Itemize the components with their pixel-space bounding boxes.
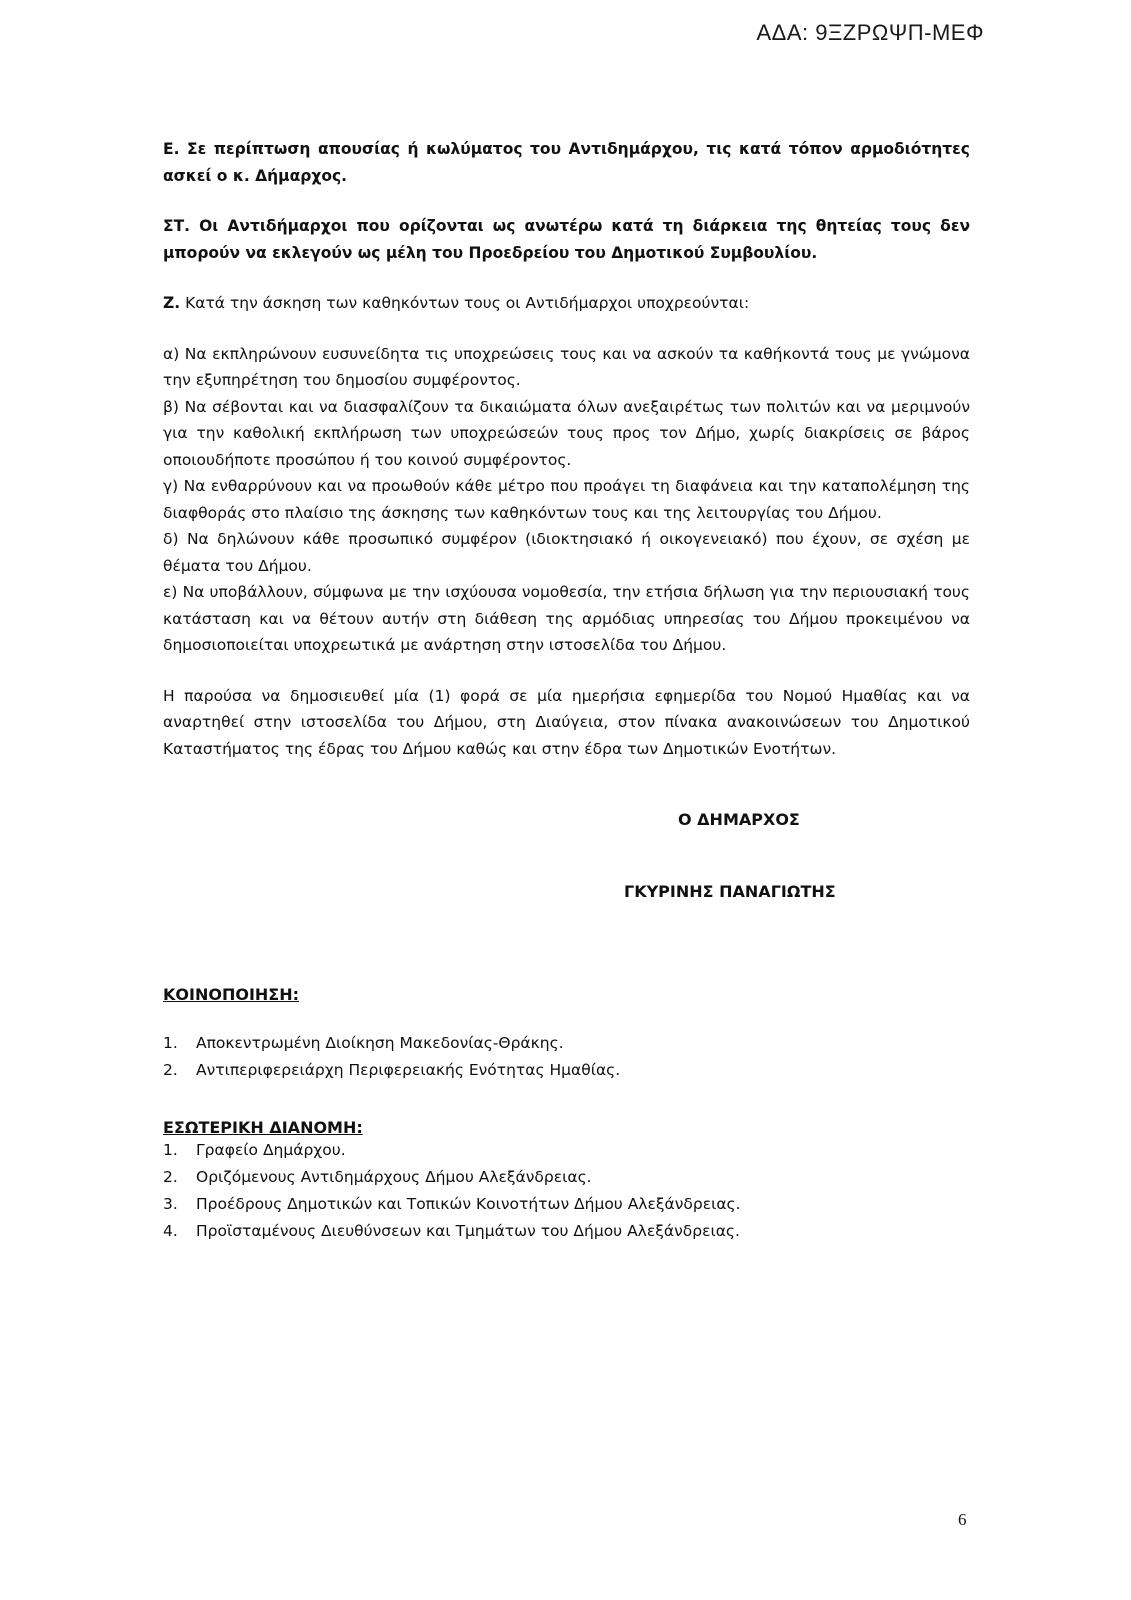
obligation-b: β) Να σέβονται και να διασφαλίζουν τα δικαιώματα όλων ανεξαιρέτως των πολιτών και να μεριμνούν για την καθολική εκπλήρωση των υποχρεώσεών τους προς τον Δήμο, χωρίς διακρίσεις σε βάρος οποιουδήποτε προσώπου ή του κοινού συμφέροντος. bbox=[163, 397, 970, 469]
internal-distribution-list bbox=[163, 1137, 970, 1245]
list-item-text: Οριζόμενους Αντιδημάρχους Δήμου Αλεξάνδρειας. bbox=[196, 1168, 592, 1186]
list-item-text: Αντιπεριφερειάρχη Περιφερειακής Ενότητας Ημαθίας. bbox=[196, 1061, 621, 1079]
internal-distribution-heading: ΕΣΩΤΕΡΙΚΗ ΔΙΑΝΟΜΗ: bbox=[163, 1118, 363, 1137]
list-item-text: Προϊσταμένους Διευθύνσεων και Τμημάτων του Δήμου Αλεξάνδρειας. bbox=[196, 1222, 740, 1240]
list-item-number: 4. bbox=[163, 1222, 178, 1240]
document-body bbox=[163, 136, 970, 1245]
list-item-text: Προέδρους Δημοτικών και Τοπικών Κοινοτήτων Δήμου Αλεξάνδρειας. bbox=[196, 1195, 741, 1213]
section-st: ΣΤ. Οι Αντιδήμαρχοι που ορίζονται ως ανωτέρω κατά τη διάρκεια της θητείας τους δεν μπορούν να εκλεγούν ως μέλη του Προεδρείου του Δημοτικού Συμβουλίου. bbox=[163, 217, 970, 262]
signature-block bbox=[163, 810, 970, 985]
list-item bbox=[163, 1191, 970, 1218]
list-item-text: Γραφείο Δημάρχου. bbox=[196, 1141, 346, 1159]
signature-name: ΓΚΥΡΙΝΗΣ ΠΑΝΑΓΙΩΤΗΣ bbox=[624, 882, 836, 901]
list-item-number: 1. bbox=[163, 1034, 178, 1052]
list-item bbox=[163, 1030, 970, 1057]
section-z bbox=[163, 290, 970, 317]
section-z-label: Ζ. bbox=[163, 294, 181, 312]
list-item bbox=[163, 1218, 970, 1245]
list-item bbox=[163, 1137, 970, 1164]
page-number: 6 bbox=[958, 1510, 967, 1529]
obligation-a: α) Να εκπληρώνουν ευσυνείδητα τις υποχρεώσεις τους και να ασκούν τα καθήκοντά τους με γνώμονα την εξυπηρέτηση του δημοσίου συμφέροντος. bbox=[163, 344, 970, 389]
list-item bbox=[163, 1164, 970, 1191]
koinopoiisi-heading: ΚΟΙΝΟΠΟΙΗΣΗ: bbox=[163, 985, 299, 1004]
obligation-d: δ) Να δηλώνουν κάθε προσωπικό συμφέρον (ιδιοκτησιακό ή οικογενειακό) που έχουν, σε σχέση με θέματα του Δήμου. bbox=[163, 530, 970, 575]
list-item-number: 2. bbox=[163, 1168, 178, 1186]
list-item-number: 2. bbox=[163, 1061, 178, 1079]
koinopoiisi-section bbox=[163, 985, 970, 1084]
publication-paragraph: Η παρούσα να δημοσιευθεί μία (1) φορά σε μία ημερήσια εφημερίδα του Νομού Ημαθίας και να αναρτηθεί στην ιστοσελίδα του Δήμου, στη Διαύγεια, στον πίνακα ανακοινώσεων του Δημοτικού Καταστήματος της έδρας του Δήμου καθώς και στην έδρα των Δημοτικών Ενοτήτων. bbox=[163, 686, 970, 758]
list-item-number: 3. bbox=[163, 1195, 178, 1213]
section-z-text: Κατά την άσκηση των καθηκόντων τους οι Αντιδήμαρχοι υποχρεούνται: bbox=[180, 294, 750, 312]
signature-title: Ο ΔΗΜΑΡΧΟΣ bbox=[678, 810, 800, 829]
internal-distribution-section bbox=[163, 1118, 970, 1245]
obligation-c: γ) Να ενθαρρύνουν και να προωθούν κάθε μέτρο που προάγει τη διαφάνεια και την καταπολέμηση της διαφθοράς στο πλαίσιο της άσκησης των καθηκόντων τους και της λειτουργίας του Δήμου. bbox=[163, 477, 970, 522]
list-item bbox=[163, 1057, 970, 1084]
obligation-e: ε) Να υποβάλλουν, σύμφωνα με την ισχύουσα νομοθεσία, την ετήσια δήλωση για την περιουσιακή τους κατάσταση και να θέτουν αυτήν στη διάθεση της αρμόδιας υπηρεσίας του Δήμου προκειμένου να δημοσιοποιείται υποχρεωτικά με ανάρτηση στην ιστοσελίδα του Δήμου. bbox=[163, 583, 970, 654]
ada-code: ΑΔΑ: 9ΞΖΡΩΨΠ-ΜΕΦ bbox=[756, 20, 984, 45]
section-e: Ε. Σε περίπτωση απουσίας ή κωλύματος του Αντιδημάρχου, τις κατά τόπον αρμοδιότητες ασκεί ο κ. Δήμαρχος. bbox=[163, 140, 970, 185]
koinopoiisi-list bbox=[163, 1030, 970, 1084]
obligations-list bbox=[163, 341, 970, 659]
list-item-text: Αποκεντρωμένη Διοίκηση Μακεδονίας-Θράκης. bbox=[196, 1034, 564, 1052]
list-item-number: 1. bbox=[163, 1141, 178, 1159]
